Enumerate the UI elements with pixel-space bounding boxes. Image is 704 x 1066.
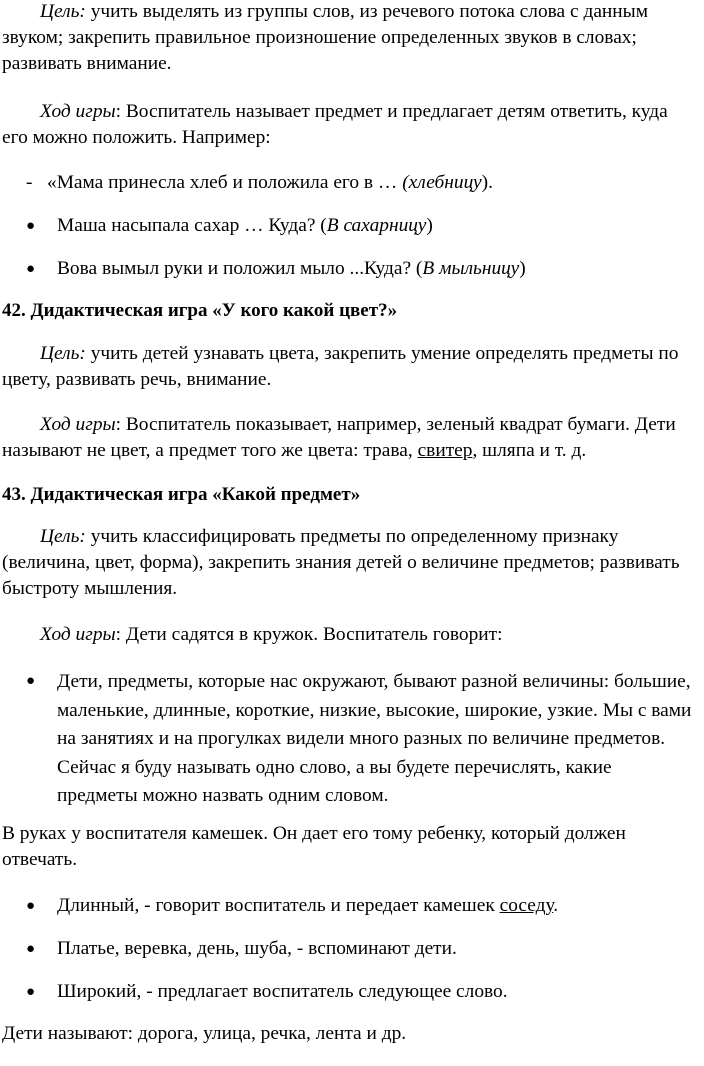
course-paragraph-43	[2, 622, 698, 648]
list-item: Широкий, - предлагает воспитатель следующее слово.	[57, 981, 508, 1002]
goal-paragraph-1	[2, 0, 698, 77]
dash-marker: -	[26, 172, 33, 193]
stone-paragraph: В руках у воспитателя камешек. Он дает его тому ребенку, который должен отвечать.	[2, 823, 626, 870]
list-item-text: Вова вымыл руки и положил мыло ...Куда? (	[57, 258, 423, 279]
list-item-end: )	[426, 215, 433, 236]
goal-text: учить классифицировать предметы по определенному признаку (величина, цвет, форма), закрепить знания детей о величине предметов; развивать быстроту мышления.	[2, 526, 680, 599]
goal-paragraph-42	[2, 341, 698, 393]
goal-label: Цель:	[40, 343, 86, 364]
list-item-italic: В сахарницу	[326, 215, 427, 236]
course-label: Ход игры	[40, 101, 116, 122]
list-item-end: )	[519, 258, 526, 279]
course-text: : Воспитатель называет предмет и предлагает детям ответить, куда его можно положить. Например:	[2, 101, 668, 148]
underlined-word: соседу	[499, 895, 554, 916]
underlined-word: свитер	[417, 440, 473, 461]
bullet-icon: ●	[26, 984, 36, 1000]
dash-item	[47, 170, 683, 196]
list-item	[57, 256, 693, 282]
heading-game-43: 43. Дидактическая игра «Какой предмет»	[2, 484, 361, 505]
bullet-icon: ●	[26, 261, 36, 277]
list-item	[57, 893, 693, 919]
course-label: Ход игры	[40, 624, 116, 645]
heading-game-42: 42. Дидактическая игра «У кого какой цвет?»	[2, 300, 398, 321]
list-item-text: Маша насыпала сахар … Куда? (	[57, 215, 327, 236]
bullet-icon: ●	[26, 218, 36, 234]
course-label: Ход игры	[40, 414, 116, 435]
dash-item-italic: (хлебницу	[402, 172, 482, 193]
goal-text: учить выделять из группы слов, из речевого потока слова с данным звуком; закрепить правильное произношение определенных звуков в словах; развивать внимание.	[2, 1, 648, 74]
course-paragraph-42	[2, 412, 702, 464]
bullet-icon: ●	[26, 898, 36, 914]
dash-item-text: «Мама принесла хлеб и положила его в …	[47, 172, 403, 193]
final-paragraph: Дети называют: дорога, улица, речка, лента и др.	[2, 1023, 407, 1044]
list-item-italic: В мыльницу	[422, 258, 520, 279]
list-item-end: .	[553, 895, 559, 916]
list-item: Платье, веревка, день, шуба, - вспоминают дети.	[57, 938, 457, 959]
course-text: : Воспитатель показывает, например, зеленый квадрат бумаги. Дети называют не цвет, а предмет того же цвета: трава,	[2, 414, 676, 461]
course-paragraph-1	[2, 99, 698, 151]
list-item-text: Длинный, - говорит воспитатель и передает камешек	[57, 895, 500, 916]
course-text-end: , шляпа и т. д.	[472, 440, 587, 461]
goal-label: Цель:	[40, 1, 86, 22]
list-item: Дети, предметы, которые нас окружают, бывают разной величины: большие, маленькие, длинные, короткие, низкие, высокие, широкие, узкие. Мы с вами на занятиях и на прогулках видели много разных по величине предметов. Сейчас я буду называть одно слово, а вы будете перечислять, какие предметы можно назвать одним словом.	[57, 671, 692, 806]
list-item	[57, 213, 693, 239]
goal-text: учить детей узнавать цвета, закрепить умение определять предметы по цвету, развивать речь, внимание.	[2, 343, 679, 390]
goal-label: Цель:	[40, 526, 86, 547]
dash-item-end: ).	[481, 172, 493, 193]
bullet-icon: ●	[26, 673, 36, 689]
bullet-icon: ●	[26, 941, 36, 957]
course-text: : Дети садятся в кружок. Воспитатель говорит:	[115, 624, 503, 645]
goal-paragraph-43	[2, 524, 698, 602]
